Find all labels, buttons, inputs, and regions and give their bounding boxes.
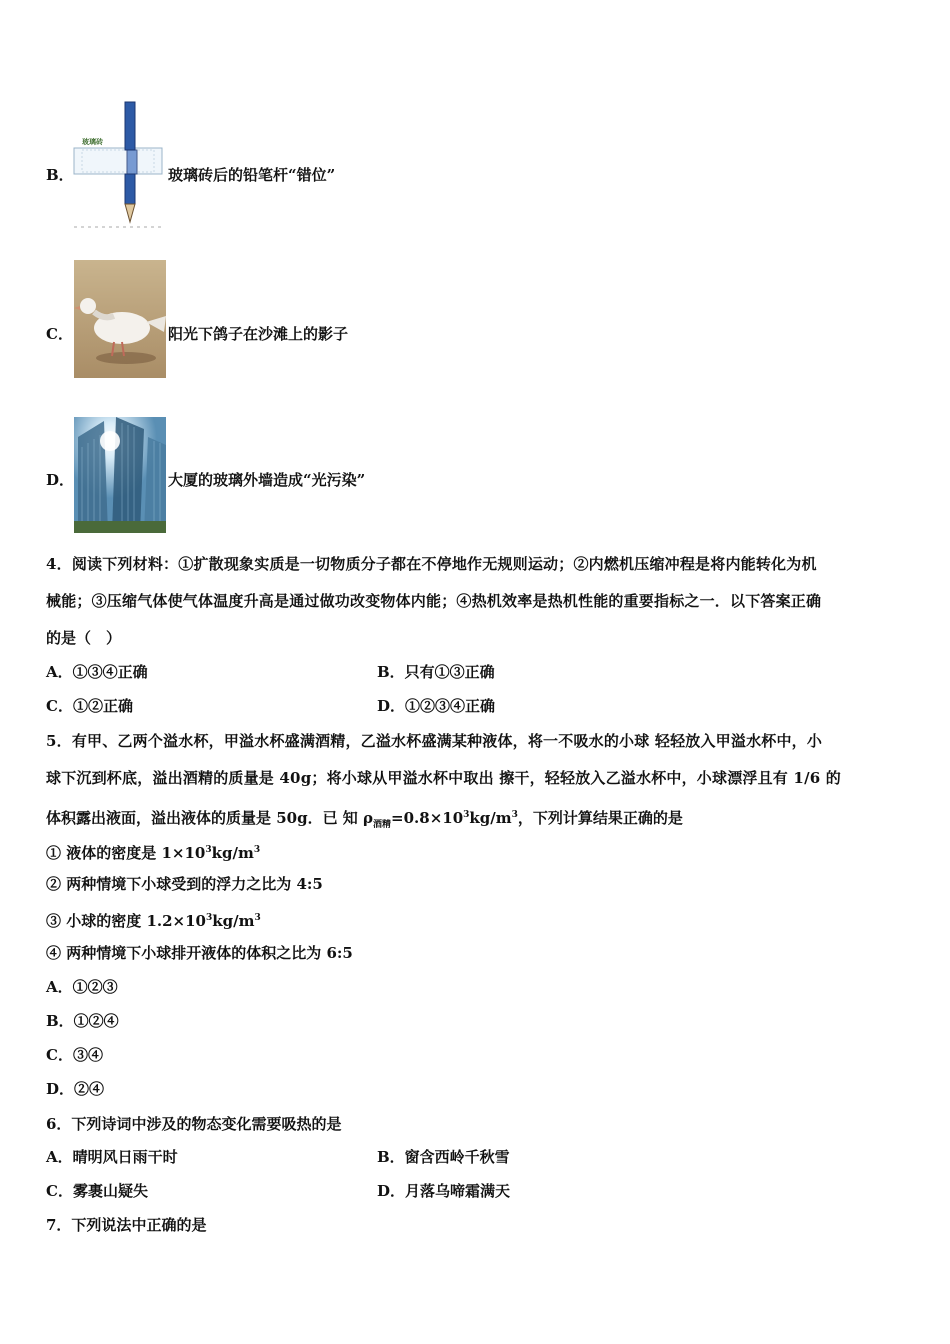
q5-statement-4: ④ 两种情境下小球排开液体的体积之比为 6:5: [46, 944, 353, 962]
q4-option-c[interactable]: C．①②正确: [46, 697, 133, 715]
q4-option-b[interactable]: B．只有①③正确: [377, 663, 495, 681]
option-b-caption: 玻璃砖后的铅笔杆“错位”: [168, 166, 336, 184]
q4-option-d[interactable]: D．①②③④正确: [377, 697, 496, 715]
q5-option-a[interactable]: A．①②③: [46, 978, 118, 996]
glass-brick-tag: 玻璃砖: [82, 139, 103, 146]
option-c-caption: 阳光下鸽子在沙滩上的影子: [168, 325, 349, 343]
option-c-letter: C．: [46, 325, 73, 343]
q4-option-a[interactable]: A．①③④正确: [46, 663, 148, 681]
q6-stem: 6．下列诗词中涉及的物态变化需要吸热的是: [46, 1115, 342, 1133]
q6-option-c[interactable]: C．雾裹山疑失: [46, 1182, 148, 1200]
q4-stem-line1: 4．阅读下列材料：①扩散现象实质是一切物质分子都在不停地作无规则运动；②内燃机压缩冲程是将内能转化为机: [46, 555, 817, 573]
pencil-glass-brick-image: [70, 100, 166, 230]
q5-statement-2: ② 两种情境下小球受到的浮力之比为 4:5: [46, 875, 323, 893]
q7-stem: 7．下列说法中正确的是: [46, 1216, 207, 1234]
q5-option-d[interactable]: D．②④: [46, 1080, 105, 1098]
q6-option-d[interactable]: D．月落乌啼霜满天: [377, 1182, 511, 1200]
pigeon-shadow-image: [74, 260, 166, 378]
option-d-caption: 大厦的玻璃外墙造成“光污染”: [168, 471, 366, 489]
q6-option-a[interactable]: A．晴明风日雨干时: [46, 1148, 178, 1166]
q6-option-b[interactable]: B．窗含西岭千秋雪: [377, 1148, 510, 1166]
glass-building-image: [74, 417, 166, 533]
q5-statement-3: ③ 小球的密度 $1.2\times 10^3kg/m^3$: [46, 912, 261, 930]
q4-stem-line3: 的是（ ）: [46, 629, 122, 647]
q5-stem-line3: 体积露出液面，溢出液体的质量是 50g．已 知 $\rho_{酒精}=0.8\times 10^3kg/m^3$，下列计算结果正确的是: [46, 809, 683, 830]
option-b-letter: B．: [46, 166, 74, 184]
q5-stem-line2: 球下沉到杯底，溢出酒精的质量是 40g；将小球从甲溢水杯中取出 擦干，轻轻放入乙溢水杯中，小球漂浮且有 1/6 的: [46, 769, 842, 787]
q5-option-c[interactable]: C．③④: [46, 1046, 103, 1064]
q4-stem-line2: 械能；③压缩气体使气体温度升高是通过做功改变物体内能；④热机效率是热机性能的重要指标之一．以下答案正确: [46, 592, 822, 610]
q5-option-b[interactable]: B．①②④: [46, 1012, 119, 1030]
option-d-letter: D．: [46, 471, 75, 489]
q5-stem-line1: 5．有甲、乙两个溢水杯，甲溢水杯盛满酒精，乙溢水杯盛满某种液体，将一不吸水的小球 轻轻放入甲溢水杯中，小: [46, 732, 823, 750]
q5-statement-1: ① 液体的密度是 $1\times 10^3kg/m^3$: [46, 844, 261, 862]
